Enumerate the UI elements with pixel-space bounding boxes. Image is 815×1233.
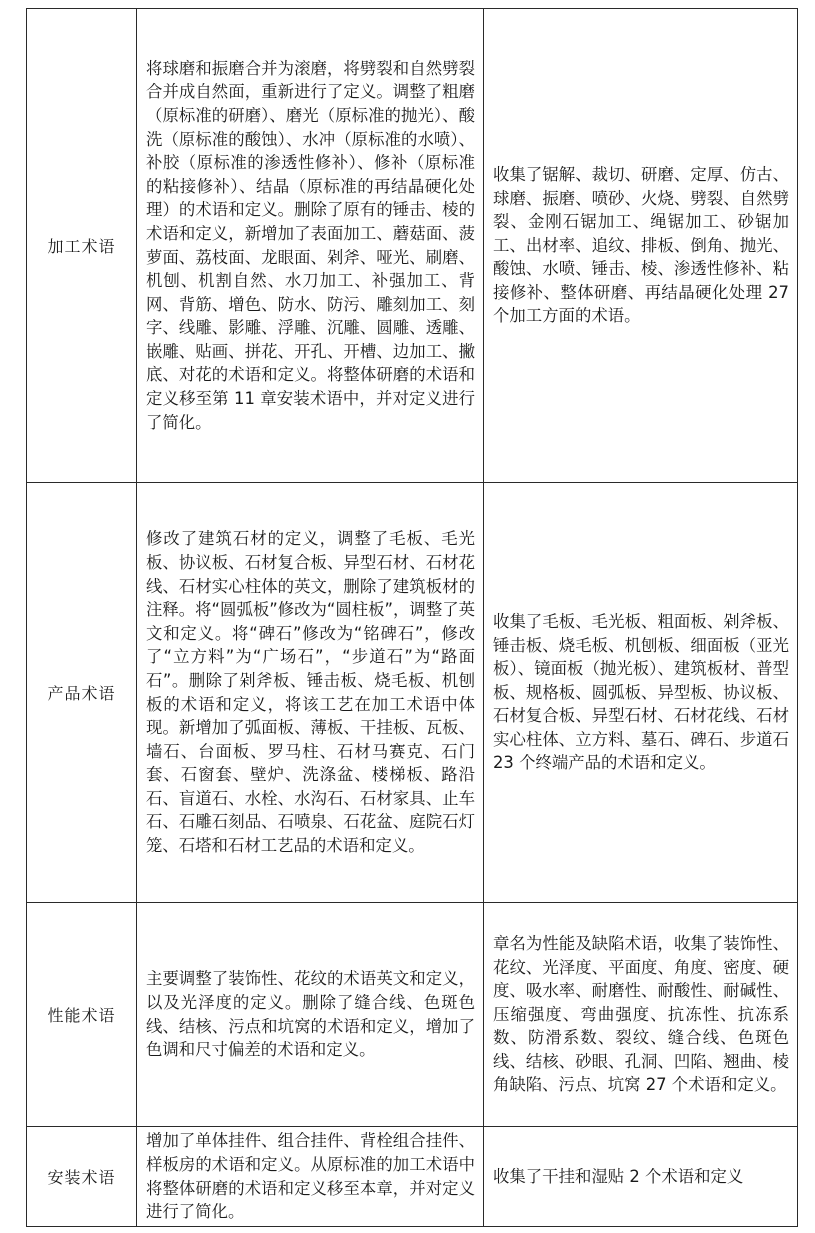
- table-row: [27, 9, 798, 483]
- revision-cell: 增加了单体挂件、组合挂件、背栓组合挂件、样板房的术语和定义。从原标准的加工术语中将整体研磨的术语和定义移至本章，并对定义进行了简化。: [137, 1127, 484, 1227]
- revision-cell: 修改了建筑石材的定义，调整了毛板、毛光板、协议板、石材复合板、异型石材、石材花线、石材实心柱体的英文，删除了建筑板材的注释。将“圆弧板”修改为“圆柱板”，调整了英文和定义。将“碑石”修改为“铭碑石”，修改了“立方料”为“广场石”，“步道石”为“路面石”。删除了剁斧板、锤击板、烧毛板、机刨板的术语和定义，将该工艺在加工术语中体现。新增加了弧面板、薄板、干挂板、瓦板、墙石、台面板、罗马柱、石材马赛克、石门套、石窗套、壁炉、洗涤盆、楼梯板、路沿石、盲道石、水栓、水沟石、石材家具、止车石、石雕石刻品、石喷泉、石花盆、庭院石灯笼、石塔和石材工艺品的术语和定义。: [137, 483, 484, 903]
- table-row: [27, 1127, 798, 1227]
- original-cell: 章名为性能及缺陷术语，收集了装饰性、花纹、光泽度、平面度、角度、密度、硬度、吸水率、耐磨性、耐酸性、耐碱性、压缩强度、弯曲强度、抗冻性、抗冻系数、防滑系数、裂纹、缝合线、色斑色线、结核、砂眼、孔洞、凹陷、翘曲、棱角缺陷、污点、坑窝 27 个术语和定义。: [484, 903, 798, 1127]
- revision-cell: 主要调整了装饰性、花纹的术语英文和定义，以及光泽度的定义。删除了缝合线、色斑色线、结核、污点和坑窝的术语和定义，增加了色调和尺寸偏差的术语和定义。: [137, 903, 484, 1127]
- original-cell: 收集了干挂和湿贴 2 个术语和定义: [484, 1127, 798, 1227]
- original-cell: 收集了锯解、裁切、研磨、定厚、仿古、球磨、振磨、喷砂、火烧、劈裂、自然劈裂、金刚石锯加工、绳锯加工、砂锯加工、出材率、追纹、排板、倒角、抛光、酸蚀、水喷、锤击、棱、渗透性修补、粘接修补、整体研磨、再结晶硬化处理 27 个加工方面的术语。: [484, 9, 798, 483]
- category-cell: 安装术语: [27, 1127, 137, 1227]
- table-row: [27, 903, 798, 1127]
- terms-comparison-table: [26, 8, 798, 1227]
- revision-cell: 将球磨和振磨合并为滚磨，将劈裂和自然劈裂合并成自然面，重新进行了定义。调整了粗磨（原标准的研磨）、磨光（原标准的抛光）、酸洗（原标准的酸蚀）、水冲（原标准的水喷）、补胶（原标准的渗透性修补）、修补（原标准的粘接修补）、结晶（原标准的再结晶硬化处理）的术语和定义。删除了原有的锤击、棱的术语和定义，新增加了表面加工、蘑菇面、菠萝面、荔枝面、龙眼面、剁斧、哑光、刷磨、机刨、机割自然、水刀加工、补强加工、背网、背筋、增色、防水、防污、雕刻加工、刻字、线雕、影雕、浮雕、沉雕、圆雕、透雕、嵌雕、贴画、拼花、开孔、开槽、边加工、撇底、对花的术语和定义。将整体研磨的术语和定义移至第 11 章安装术语中，并对定义进行了简化。: [137, 9, 484, 483]
- category-cell: 加工术语: [27, 9, 137, 483]
- original-cell: 收集了毛板、毛光板、粗面板、剁斧板、锤击板、烧毛板、机刨板、细面板（亚光板）、镜面板（抛光板）、建筑板材、普型板、规格板、圆弧板、异型板、协议板、石材复合板、异型石材、石材花线、石材实心柱体、立方料、墓石、碑石、步道石 23 个终端产品的术语和定义。: [484, 483, 798, 903]
- category-cell: 产品术语: [27, 483, 137, 903]
- table-row: [27, 483, 798, 903]
- category-cell: 性能术语: [27, 903, 137, 1127]
